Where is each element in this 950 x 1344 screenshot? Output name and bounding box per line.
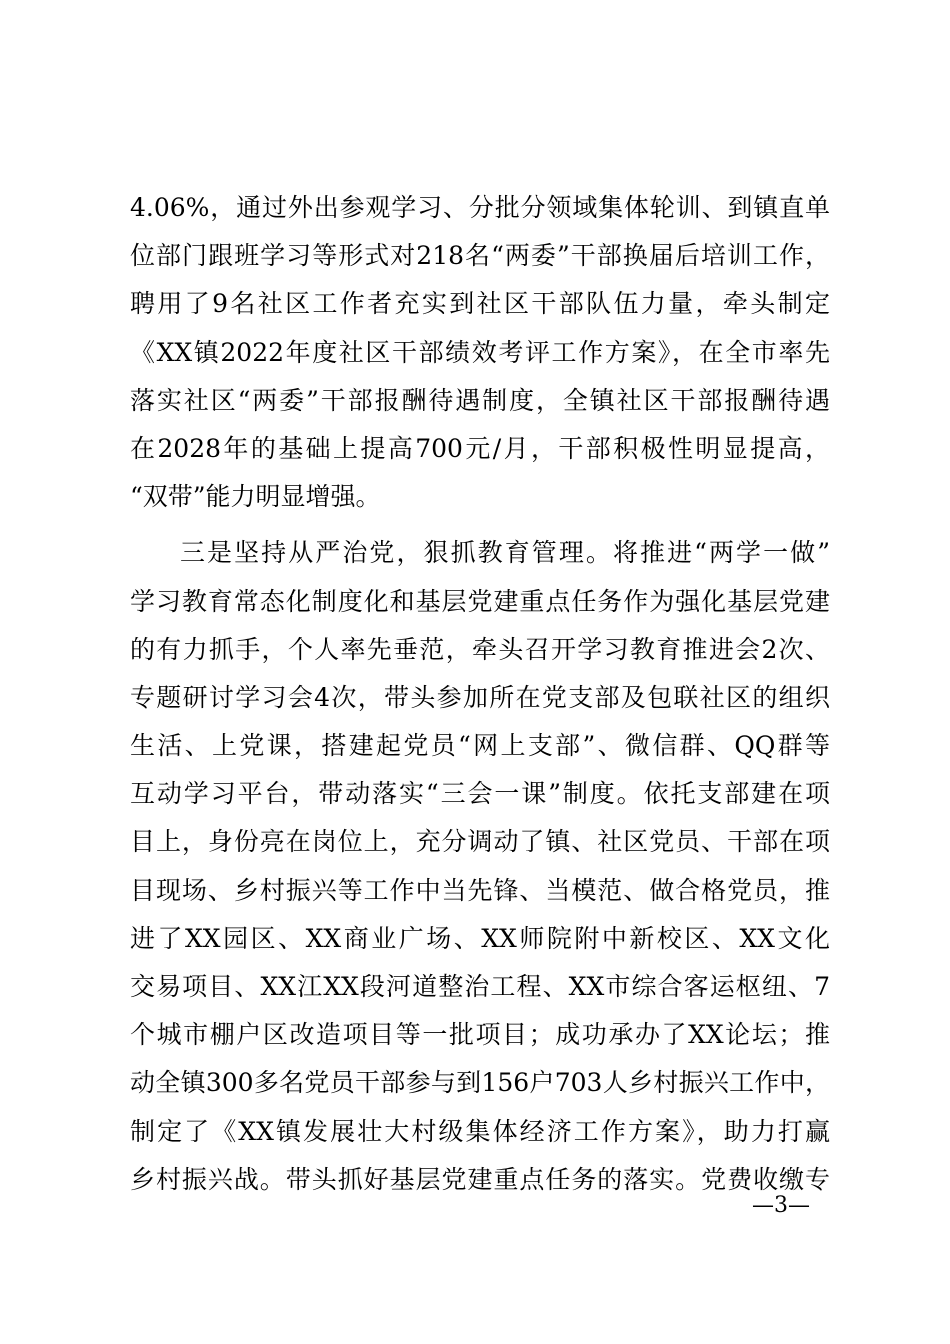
paragraph-line: 进了XX园区、XX商业广场、XX师院附中新校区、XX文化	[130, 923, 830, 953]
paragraph-gap	[130, 521, 830, 529]
body-text	[130, 184, 830, 1204]
paragraph-2	[130, 529, 830, 1204]
paragraph-line: 交易项目、XX江XX段河道整治工程、XX市综合客运枢纽、7	[130, 972, 830, 1001]
paragraph-line: 落实社区“两委”干部报酬待遇制度，全镇社区干部报酬待遇	[130, 385, 830, 415]
paragraph-line: 聘用了9名社区工作者充实到社区干部队伍力量，牵头制定	[130, 289, 830, 319]
paragraph-line: 个城市棚户区改造项目等一批项目；成功承办了XX论坛；推	[130, 1020, 830, 1050]
paragraph-line: 三是坚持从严治党，狠抓教育管理。将推进“两学一做”	[180, 538, 830, 568]
paragraph-line: 在2028年的基础上提高700元/月，干部积极性明显提高，	[130, 433, 830, 463]
paragraph-line: 《XX镇2022年度社区干部绩效考评工作方案》，在全市率先	[130, 337, 830, 367]
paragraph-line: “双带”能力明显增强。	[130, 482, 381, 512]
paragraph-line: 的有力抓手，个人率先垂范，牵头召开学习教育推进会2次、	[130, 634, 830, 664]
paragraph-line: 位部门跟班学习等形式对218名“两委”干部换届后培训工作，	[130, 241, 830, 271]
paragraph-line: 乡村振兴战。带头抓好基层党建重点任务的落实。党费收缴专	[130, 1164, 830, 1194]
paragraph-1	[130, 184, 830, 521]
paragraph-line: 动全镇300多名党员干部参与到156户703人乡村振兴工作中，	[130, 1068, 830, 1098]
paragraph-line: 互动学习平台，带动落实“三会一课”制度。依托支部建在项	[130, 779, 830, 809]
paragraph-line: 学习教育常态化制度化和基层党建重点任务作为强化基层党建	[130, 586, 830, 616]
paragraph-line: 制定了《XX镇发展壮大村级集体经济工作方案》，助力打赢	[130, 1116, 830, 1146]
paragraph-line: 目现场、乡村振兴等工作中当先锋、当模范、做合格党员，推	[130, 875, 830, 905]
paragraph-line: 生活、上党课，搭建起党员“网上支部”、微信群、QQ群等	[130, 731, 830, 761]
page-number: —3—	[752, 1193, 810, 1218]
paragraph-line: 目上，身份亮在岗位上，充分调动了镇、社区党员、干部在项	[130, 827, 830, 857]
paragraph-line: 专题研讨学习会4次，带头参加所在党支部及包联社区的组织	[130, 682, 830, 712]
paragraph-line: 4.06%，通过外出参观学习、分批分领域集体轮训、到镇直单	[130, 193, 830, 222]
